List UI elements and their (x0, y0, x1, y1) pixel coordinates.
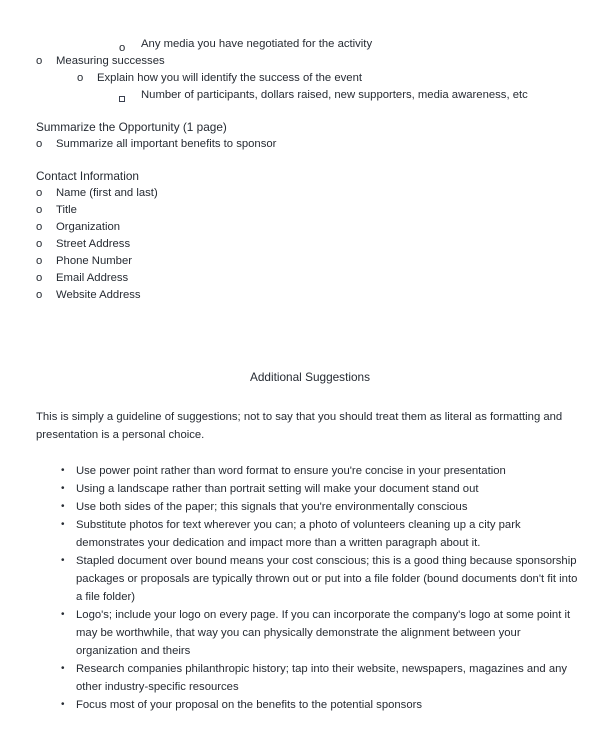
outline-item-text: Number of participants, dollars raised, new supporters, media awareness, etc (141, 89, 528, 101)
bullet-dot-icon: • (61, 555, 65, 566)
list-item (36, 552, 584, 606)
bullet-dot-icon: • (61, 663, 65, 674)
list-marker-circle: o (36, 289, 43, 301)
outline-item (36, 36, 584, 53)
contact-item (36, 219, 584, 236)
contact-item-text: Title (56, 204, 77, 216)
heading-contact-information: Contact Information (36, 169, 139, 183)
bullet-dot-icon: • (61, 699, 65, 710)
contact-item-text: Phone Number (56, 255, 132, 267)
contact-item-text: Name (first and last) (56, 187, 158, 199)
list-item (36, 480, 584, 498)
outline-item (36, 87, 584, 104)
outline-item-text: Measuring successes (56, 55, 165, 67)
list-item-text: Research companies philanthropic history; tap into their website, newspapers, magazines and any other industry-specific resources (76, 663, 568, 693)
contact-item (36, 185, 584, 202)
bullet-dot-icon: • (61, 501, 65, 512)
contact-item (36, 202, 584, 219)
list-marker-circle: o (36, 238, 43, 250)
list-item-text: Substitute photos for text wherever you can; a photo of volunteers cleaning up a city park demonstrates your dedication and impact more than a written paragraph about it. (76, 519, 521, 549)
bullet-dot-icon: • (61, 519, 65, 530)
list-item-text: Using a landscape rather than portrait setting will make your document stand out (76, 483, 479, 495)
list-marker-circle: o (36, 221, 43, 233)
contact-item-text: Website Address (56, 289, 141, 301)
list-item (36, 606, 584, 660)
list-marker-circle: o (36, 255, 43, 267)
list-item (36, 696, 584, 714)
intro-paragraph: This is simply a guideline of suggestions; not to say that you should treat them as literal as formatting and presentation is a personal choice. (36, 411, 563, 441)
list-item-text: Focus most of your proposal on the benefits to the potential sponsors (76, 699, 423, 711)
list-item (36, 516, 584, 552)
contact-item-text: Email Address (56, 272, 129, 284)
list-item-text: Use power point rather than word format to ensure you're concise in your presentation (76, 465, 506, 477)
contact-item (36, 253, 584, 270)
list-marker-circle: o (36, 138, 43, 150)
list-marker-circle: o (77, 72, 84, 84)
list-item-text: Use both sides of the paper; this signals that you're environmentally conscious (76, 501, 468, 513)
suggestions-list (36, 462, 584, 714)
contact-item-text: Organization (56, 221, 121, 233)
contact-item (36, 287, 584, 304)
section-title-additional-suggestions: Additional Suggestions (249, 370, 371, 384)
heading-summarize-opportunity: Summarize the Opportunity (1 page) (36, 120, 227, 134)
contact-item (36, 236, 584, 253)
list-marker-circle: o (36, 55, 43, 67)
list-marker-circle: o (36, 272, 43, 284)
list-item (36, 462, 584, 480)
contact-item (36, 270, 584, 287)
outline-item-text: Any media you have negotiated for the activity (141, 38, 373, 50)
list-item (36, 660, 584, 696)
outline-section (36, 36, 584, 304)
outline-item (36, 70, 584, 87)
bullet-dot-icon: • (61, 465, 65, 476)
list-marker-square-icon (119, 91, 141, 108)
outline-item-text: Explain how you will identify the success of the event (97, 72, 362, 84)
outline-item-text: Summarize all important benefits to sponsor (56, 138, 277, 150)
list-item-text: Logo's; include your logo on every page. If you can incorporate the company's logo at some point it may be worthwhile, that way you can physically demonstrate the alignment between your organization and theirs (76, 609, 571, 657)
contact-item-text: Street Address (56, 238, 131, 250)
bullet-dot-icon: • (61, 609, 65, 620)
list-marker-circle: o (119, 42, 126, 54)
list-marker-circle: o (36, 187, 43, 199)
bullet-dot-icon: • (61, 483, 65, 494)
list-marker-circle: o (36, 204, 43, 216)
additional-suggestions-section (36, 368, 584, 714)
list-item-text: Stapled document over bound means your cost conscious; this is a good thing because sponsorship packages or proposals are typically thrown out or put into a file folder (bound documents don't fit into a file folder) (76, 555, 578, 603)
list-item (36, 498, 584, 516)
outline-item (36, 136, 584, 153)
